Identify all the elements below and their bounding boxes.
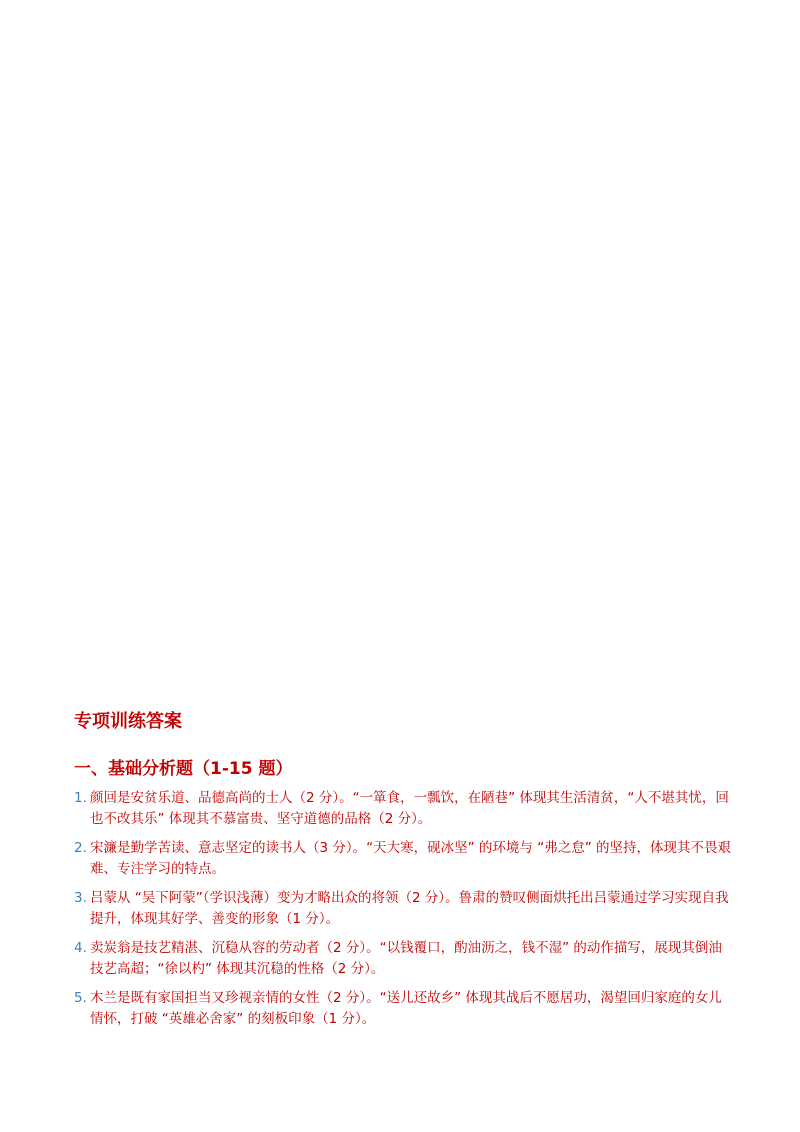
- item-number: 3.: [74, 890, 87, 906]
- list-item: [74, 838, 734, 880]
- item-number: 5.: [74, 990, 87, 1006]
- section-title: 一、基础分析题（1-15 题）: [74, 759, 293, 779]
- item-number: 4.: [74, 940, 87, 956]
- document-title: 专项训练答案: [74, 711, 182, 732]
- item-text: 宋濂是勤学苦读、意志坚定的读书人（3 分）。“天大寒，砚冰坚” 的环境与 “弗之怠” 的坚持，体现其不畏艰难、专注学习的特点。: [90, 840, 731, 877]
- item-text: 木兰是既有家国担当又珍视亲情的女性（2 分）。“送儿还故乡” 体现其战后不愿居功，渴望回归家庭的女儿情怀，打破 “英雄必舍家” 的刻板印象（1 分）。: [90, 990, 722, 1027]
- item-text: 吕蒙从 “吴下阿蒙”（学识浅薄）变为才略出众的将领（2 分）。鲁肃的赞叹侧面烘托出吕蒙通过学习实现自我提升，体现其好学、善变的形象（1 分）。: [90, 890, 729, 927]
- item-text: 颜回是安贫乐道、品德高尚的士人（2 分）。“一箪食，一瓢饮，在陋巷” 体现其生活清贫，“人不堪其忧，回也不改其乐” 体现其不慕富贵、坚守道德的品格（2 分）。: [90, 790, 729, 827]
- item-number: 2.: [74, 840, 87, 856]
- list-item: [74, 888, 734, 930]
- answer-content: [74, 708, 734, 1038]
- answer-list: [74, 788, 734, 1030]
- item-text: 卖炭翁是技艺精湛、沉稳从容的劳动者（2 分）。“以钱覆口，酌油沥之，钱不湿” 的动作描写，展现其倒油技艺高超；“徐以杓” 体现其沉稳的性格（2 分）。: [90, 940, 722, 977]
- item-number: 1.: [74, 790, 87, 806]
- list-item: [74, 988, 734, 1030]
- list-item: [74, 938, 734, 980]
- list-item: [74, 788, 734, 830]
